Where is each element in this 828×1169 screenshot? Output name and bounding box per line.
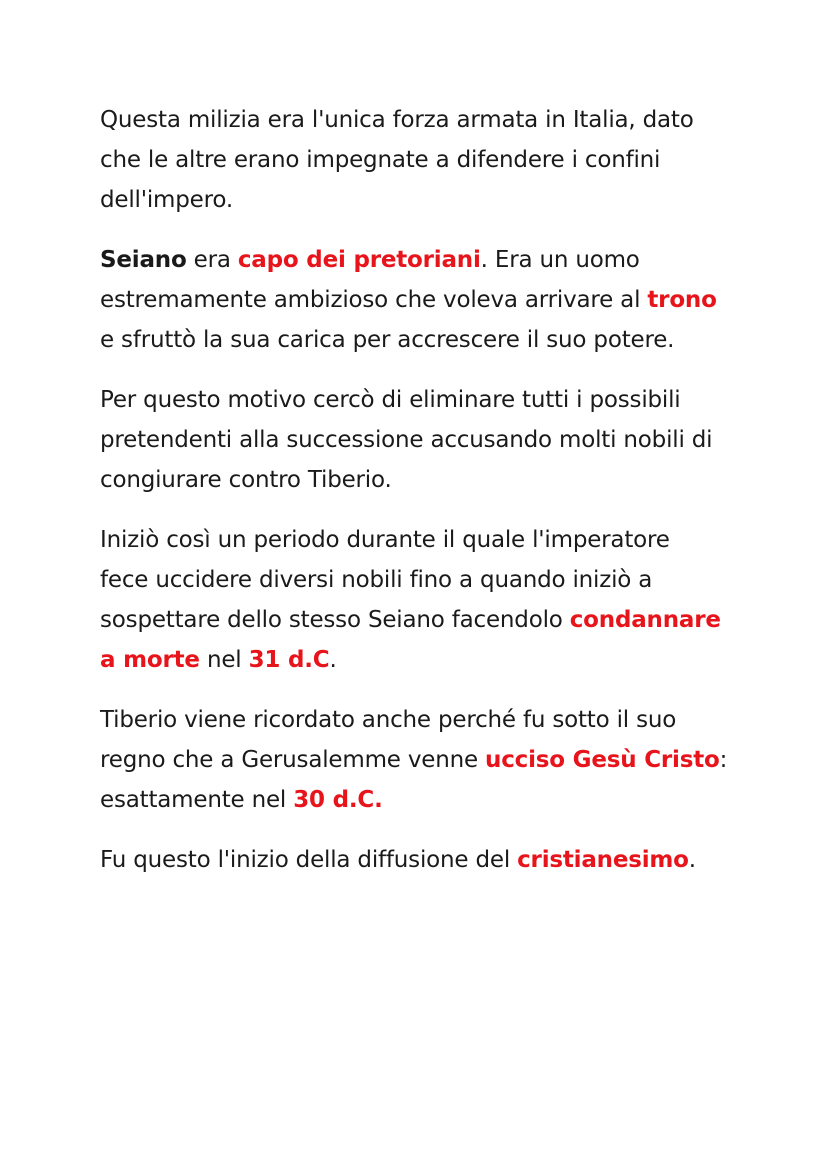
text-line: e sfruttò la sua carica per accrescere il suo potere.: [100, 327, 675, 353]
text-line: Per questo motivo cercò di eliminare tutti i possibili: [100, 387, 681, 413]
highlight-date-31: 31 d.C: [248, 647, 330, 673]
document-page: [100, 100, 740, 900]
text-line: che le altre erano impegnate a difendere i confini: [100, 147, 661, 173]
text-line: Tiberio viene ricordato anche perché fu sotto il suo: [100, 707, 677, 733]
paragraph-militia: [100, 100, 740, 220]
text-fragment: .: [329, 647, 337, 673]
text-fragment: era: [186, 247, 238, 273]
text-line: [100, 280, 740, 320]
highlight-seiano: Seiano: [100, 247, 187, 273]
paragraph-motivo: [100, 380, 740, 500]
text-line: [100, 600, 740, 640]
highlight-condannare: condannare: [569, 607, 721, 633]
text-line: congiurare contro Tiberio.: [100, 467, 392, 493]
text-fragment: esattamente nel: [100, 787, 294, 813]
text-fragment: .: [688, 847, 696, 873]
paragraph-tiberio: [100, 700, 740, 820]
text-line: Iniziò così un periodo durante il quale l'imperatore: [100, 527, 670, 553]
text-line: [100, 640, 740, 680]
paragraph-seiano: [100, 240, 740, 360]
text-fragment: sospettare dello stesso Seiano facendolo: [100, 607, 570, 633]
highlight-ucciso-gesu: ucciso Gesù Cristo: [485, 747, 720, 773]
text-fragment: . Era un uomo: [480, 247, 640, 273]
paragraph-cristianesimo: [100, 840, 740, 880]
text-line: [100, 740, 740, 780]
text-line: [100, 780, 740, 820]
highlight-cristianesimo: cristianesimo: [517, 847, 689, 873]
text-fragment: nel: [199, 647, 249, 673]
highlight-capo-pretoriani: capo dei pretoriani: [237, 247, 481, 273]
text-fragment: Fu questo l'inizio della diffusione del: [100, 847, 518, 873]
highlight-trono: trono: [647, 287, 717, 313]
text-line: [100, 840, 740, 880]
paragraph-periodo: [100, 520, 740, 680]
highlight-a-morte: a morte: [100, 647, 200, 673]
text-line: [100, 240, 740, 280]
text-line: Questa milizia era l'unica forza armata in Italia, dato: [100, 107, 694, 133]
text-line: dell'impero.: [100, 187, 233, 213]
text-line: pretendenti alla successione accusando molti nobili di: [100, 427, 713, 453]
text-line: fece uccidere diversi nobili fino a quando iniziò a: [100, 567, 653, 593]
text-fragment: estremamente ambizioso che voleva arrivare al: [100, 287, 648, 313]
highlight-date-30: 30 d.C.: [293, 787, 383, 813]
text-fragment: regno che a Gerusalemme venne: [100, 747, 486, 773]
text-fragment: :: [719, 747, 728, 773]
